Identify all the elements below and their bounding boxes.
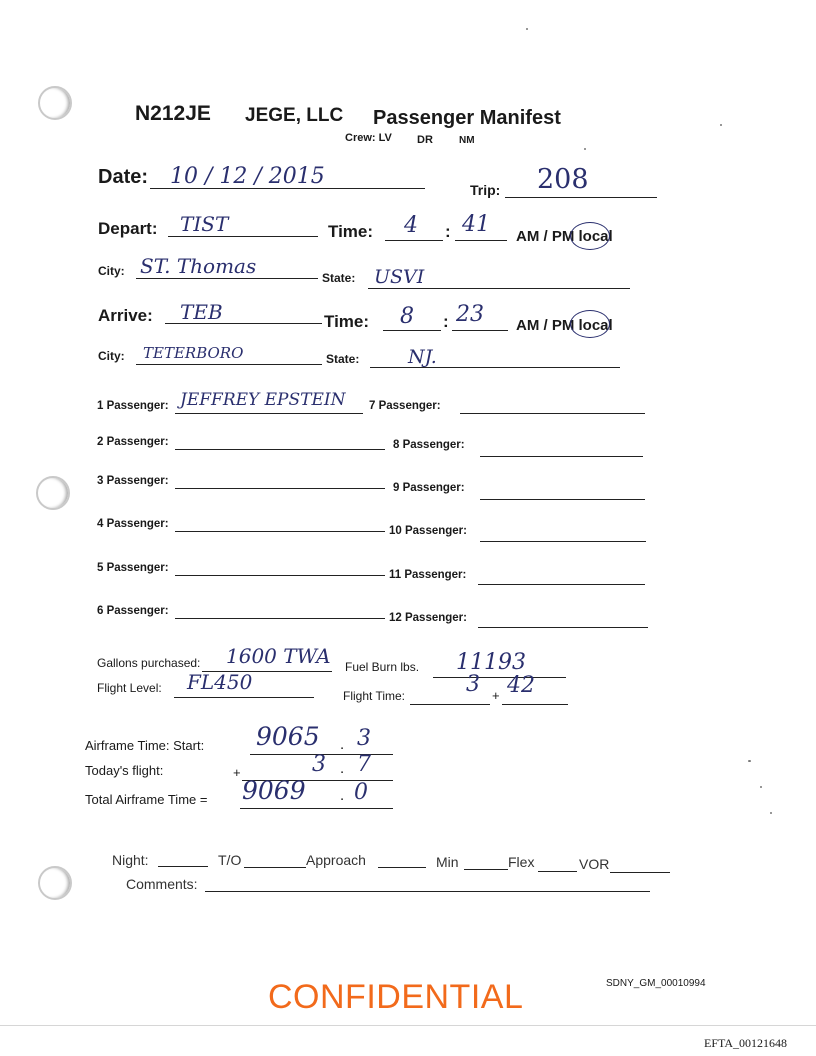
- flex-line: [538, 871, 577, 872]
- arrive-value[interactable]: TEB: [180, 300, 223, 324]
- scan-speck: [770, 812, 772, 814]
- flight-level-label: Flight Level:: [97, 681, 162, 695]
- total-airframe-whole[interactable]: 9069: [242, 776, 306, 805]
- passenger-7-label: 7 Passenger:: [369, 400, 441, 412]
- passenger-10-label: 10 Passenger:: [389, 525, 467, 537]
- flight-time-minutes[interactable]: 42: [507, 673, 535, 698]
- arrive-state[interactable]: NJ.: [408, 346, 437, 368]
- depart-value[interactable]: TIST: [180, 212, 229, 236]
- scan-speck: [584, 148, 586, 150]
- total-airframe-dot: .: [340, 787, 345, 804]
- total-airframe-label: Total Airframe Time =: [85, 792, 208, 807]
- passenger-10-line: [480, 541, 646, 542]
- passenger-11-label: 11 Passenger:: [389, 569, 467, 581]
- company-name: JEGE, LLC: [245, 105, 344, 126]
- scan-speck: [526, 28, 528, 30]
- flight-time-hours-line: [410, 704, 490, 705]
- form-title: Passenger Manifest: [373, 107, 561, 129]
- depart-state[interactable]: USVI: [374, 266, 425, 288]
- punch-hole-top: [38, 86, 72, 120]
- passenger-1-line: [175, 413, 363, 414]
- todays-flight-plus: +: [233, 765, 241, 780]
- passenger-4-line: [175, 531, 385, 532]
- depart-label: Depart:: [98, 219, 158, 238]
- depart-time-colon: :: [445, 222, 451, 241]
- approach-line: [378, 867, 426, 868]
- airframe-start-tenth[interactable]: 3: [357, 726, 371, 751]
- flight-level-value[interactable]: FL450: [187, 670, 253, 694]
- confidential-stamp: CONFIDENTIAL: [268, 978, 524, 1016]
- flight-level-line: [174, 697, 314, 698]
- depart-minute[interactable]: 41: [462, 212, 490, 237]
- passenger-4-label: 4 Passenger:: [97, 518, 169, 530]
- punch-hole-bottom: [38, 866, 72, 900]
- passenger-8-label: 8 Passenger:: [393, 439, 465, 451]
- trip-label: Trip:: [470, 182, 501, 198]
- punch-hole-middle: [36, 476, 70, 510]
- arrive-pm-circle: [570, 310, 610, 338]
- arrive-city-line: [136, 364, 322, 365]
- arrive-ampm: AM / PM local: [516, 317, 613, 334]
- gallons-label: Gallons purchased:: [97, 656, 201, 670]
- arrive-city[interactable]: TETERBORO: [143, 344, 244, 362]
- depart-minute-line: [455, 240, 507, 241]
- flex-label: Flex: [508, 854, 535, 870]
- trip-value[interactable]: 208: [537, 164, 589, 195]
- takeoff-line: [244, 867, 306, 868]
- arrive-minute[interactable]: 23: [456, 302, 484, 327]
- passenger-7-line: [460, 413, 645, 414]
- passenger-9-line: [480, 499, 645, 500]
- fuel-burn-line: [433, 677, 566, 678]
- todays-flight-whole[interactable]: 3: [312, 752, 326, 777]
- depart-ampm: AM / PM local: [516, 228, 613, 245]
- passenger-9-label: 9 Passenger:: [393, 482, 465, 494]
- passenger-5-line: [175, 575, 385, 576]
- crew-nm: NM: [459, 135, 475, 146]
- passenger-11-line: [478, 584, 645, 585]
- passenger-1-label: 1 Passenger:: [97, 400, 169, 412]
- passenger-8-line: [480, 456, 643, 457]
- date-value[interactable]: 10 / 12 / 2015: [170, 164, 325, 189]
- arrive-label: Arrive:: [98, 306, 153, 325]
- passenger-2-line: [175, 449, 385, 450]
- arrive-state-label: State:: [326, 352, 360, 366]
- gallons-value[interactable]: 1600 TWA: [226, 644, 331, 668]
- vor-label: VOR: [579, 856, 610, 872]
- flight-time-plus: +: [492, 688, 500, 703]
- arrive-time-label: Time:: [324, 312, 370, 331]
- efta-number: EFTA_00121648: [704, 1036, 788, 1050]
- approach-label: Approach: [306, 852, 366, 868]
- airframe-start-label: Airframe Time: Start:: [85, 738, 205, 753]
- scan-speck: [720, 124, 722, 126]
- document-id: SDNY_GM_00010994: [606, 978, 706, 989]
- airframe-start-dot: .: [340, 736, 345, 753]
- passenger-5-label: 5 Passenger:: [97, 562, 169, 574]
- passenger-12-label: 12 Passenger:: [389, 612, 467, 624]
- todays-flight-label: Today's flight:: [85, 763, 164, 778]
- passenger-6-label: 6 Passenger:: [97, 605, 169, 617]
- tail-number: N212JE: [135, 102, 211, 125]
- total-airframe-line: [240, 808, 393, 809]
- arrive-minute-line: [452, 330, 508, 331]
- depart-state-label: State:: [322, 271, 356, 285]
- flight-time-label: Flight Time:: [343, 689, 406, 703]
- crew-dr: DR: [417, 134, 433, 146]
- airframe-start-whole[interactable]: 9065: [256, 722, 320, 751]
- fuel-burn-value[interactable]: 11193: [456, 650, 526, 675]
- trip-line: [505, 197, 657, 198]
- depart-line: [168, 236, 318, 237]
- date-label: Date:: [98, 166, 149, 188]
- passenger-3-label: 3 Passenger:: [97, 475, 169, 487]
- depart-hour[interactable]: 4: [404, 213, 418, 238]
- takeoff-label: T/O: [218, 852, 242, 868]
- arrive-city-label: City:: [98, 349, 125, 363]
- depart-city-label: City:: [98, 264, 125, 278]
- passenger-12-line: [478, 627, 648, 628]
- arrive-hour[interactable]: 8: [400, 304, 414, 329]
- comments-line: [205, 891, 650, 892]
- passenger-3-line: [175, 488, 385, 489]
- arrive-hour-line: [383, 330, 441, 331]
- scan-speck: [760, 786, 762, 788]
- scan-speck: [748, 760, 751, 762]
- vor-line: [610, 872, 670, 873]
- depart-city[interactable]: ST. Thomas: [140, 254, 257, 278]
- min-line: [464, 869, 508, 870]
- page-bottom-rule: [0, 1025, 816, 1026]
- total-airframe-tenth[interactable]: 0: [354, 780, 368, 805]
- comments-label: Comments:: [126, 876, 198, 892]
- min-label: Min: [436, 854, 459, 870]
- passenger-6-line: [175, 618, 385, 619]
- todays-flight-dot: .: [340, 760, 345, 777]
- depart-pm-circle: [570, 222, 610, 250]
- depart-city-line: [136, 278, 318, 279]
- fuel-burn-label: Fuel Burn lbs.: [345, 660, 420, 674]
- todays-flight-tenth[interactable]: 7: [357, 752, 371, 777]
- crew-label: Crew: LV: [345, 132, 392, 144]
- depart-hour-line: [385, 240, 443, 241]
- depart-state-line: [368, 288, 630, 289]
- flight-time-hours[interactable]: 3: [466, 672, 480, 697]
- flight-time-minutes-line: [502, 704, 568, 705]
- night-label: Night:: [112, 852, 149, 868]
- passenger-2-label: 2 Passenger:: [97, 436, 169, 448]
- passenger-1-value[interactable]: JEFFREY EPSTEIN: [180, 390, 346, 410]
- depart-time-label: Time:: [328, 222, 374, 241]
- arrive-time-colon: :: [443, 312, 449, 331]
- night-line: [158, 866, 208, 867]
